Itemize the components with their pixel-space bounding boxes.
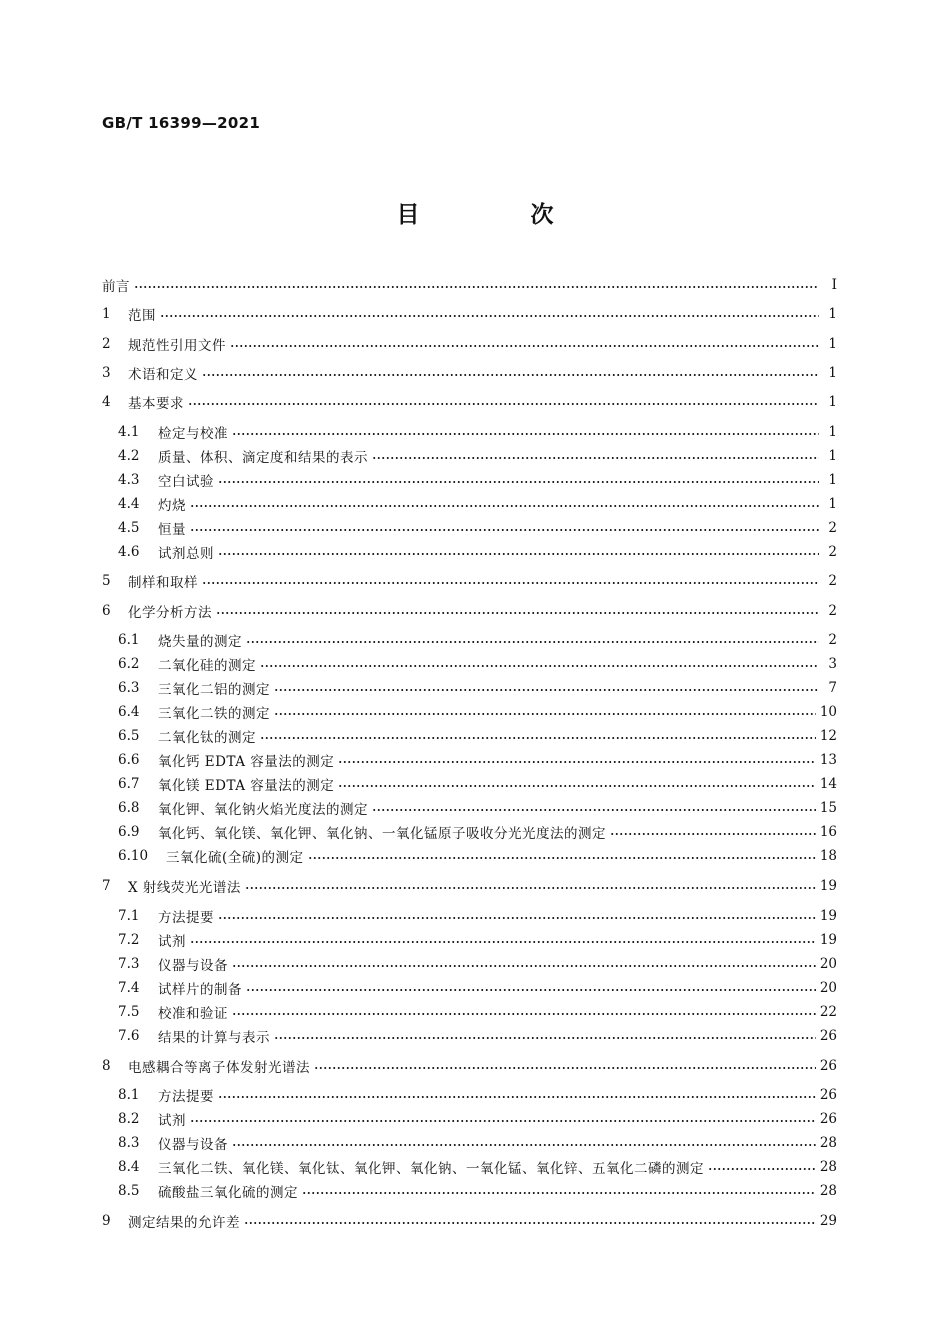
toc-entry-page: 1 — [828, 336, 837, 352]
toc-entry[interactable] — [118, 421, 837, 443]
toc-entry-page: 12 — [819, 728, 837, 744]
toc-entry-page: 26 — [819, 1028, 837, 1044]
toc-entry-number: 7.3 — [118, 956, 140, 972]
toc-entry[interactable] — [118, 1025, 837, 1047]
dot-leader — [245, 875, 816, 897]
dot-leader — [338, 749, 816, 771]
page-title: 目 次 — [396, 201, 598, 228]
toc-entry-label: 恒量 — [158, 522, 186, 538]
toc-entry-label: 氧化镁 EDTA 容量法的测定 — [158, 778, 335, 794]
dot-leader — [218, 469, 819, 491]
toc-entry-page: 1 — [828, 448, 837, 464]
dot-leader — [230, 333, 819, 355]
dot-leader — [274, 1025, 816, 1047]
dot-leader — [232, 1132, 816, 1154]
toc-entry[interactable] — [118, 629, 837, 651]
toc-entry[interactable] — [118, 977, 837, 999]
dot-leader — [274, 701, 816, 723]
toc-entry-page: 13 — [819, 752, 837, 768]
toc-entry[interactable] — [118, 953, 837, 975]
dot-leader — [314, 1055, 816, 1077]
dot-leader — [190, 1108, 816, 1130]
toc-entry[interactable] — [118, 1084, 837, 1106]
toc-entry-number: 7.4 — [118, 980, 140, 996]
toc-entry-page: 2 — [828, 544, 837, 560]
dot-leader — [610, 821, 816, 843]
toc-entry-number: 6.3 — [118, 680, 140, 696]
toc-entry-number: 5 — [102, 573, 111, 589]
toc-entry[interactable] — [102, 1055, 837, 1077]
toc-entry-label: 三氧化二铁、氧化镁、氧化钛、氧化钾、氧化钠、一氧化锰、氧化锌、五氧化二磷的测定 — [158, 1161, 704, 1177]
toc-entry-number: 4.1 — [118, 424, 140, 440]
dot-leader — [708, 1156, 816, 1178]
toc-entry[interactable] — [118, 701, 837, 723]
toc-entry-page: 2 — [828, 520, 837, 536]
toc-entry[interactable] — [118, 445, 837, 467]
toc-entry[interactable] — [118, 653, 837, 675]
toc-entry-label: 空白试验 — [158, 474, 214, 490]
dot-leader — [134, 274, 819, 296]
toc-entry-label: 校准和验证 — [158, 1006, 228, 1022]
toc-entry-page: 1 — [828, 394, 837, 410]
toc-entry-page: 28 — [819, 1183, 837, 1199]
toc-entry-page: 22 — [819, 1004, 837, 1020]
toc-entry-page: 29 — [819, 1213, 837, 1229]
toc-entry-label: 质量、体积、滴定度和结果的表示 — [158, 450, 368, 466]
toc-entry-number: 6.2 — [118, 656, 140, 672]
toc-entry-number: 7.6 — [118, 1028, 140, 1044]
toc-entry-label: 二氧化硅的测定 — [158, 658, 256, 674]
toc-entry-label: 制样和取样 — [128, 575, 198, 591]
toc-entry-number: 8.3 — [118, 1135, 140, 1151]
dot-leader — [338, 773, 816, 795]
dot-leader — [190, 493, 819, 515]
dot-leader — [216, 600, 819, 622]
toc-entry-page: 14 — [819, 776, 837, 792]
toc-entry[interactable] — [118, 749, 837, 771]
dot-leader — [372, 797, 816, 819]
toc-entry-number: 7 — [102, 878, 111, 894]
toc-entry-number: 4.4 — [118, 496, 140, 512]
toc-entry-label: 仪器与设备 — [158, 1137, 228, 1153]
dot-leader — [232, 1001, 816, 1023]
toc-entry-number: 6.4 — [118, 704, 140, 720]
toc-entry-number: 6.10 — [118, 848, 149, 864]
toc-entry-page: 19 — [819, 932, 837, 948]
toc-entry-label: 范围 — [128, 308, 156, 324]
toc-entry[interactable] — [102, 875, 837, 897]
toc-entry-number: 8.5 — [118, 1183, 140, 1199]
standard-code: GB/T 16399—2021 — [102, 114, 261, 132]
toc-entry-label: 结果的计算与表示 — [158, 1030, 270, 1046]
toc-entry-number: 7.2 — [118, 932, 140, 948]
toc-entry-page: 26 — [819, 1087, 837, 1103]
toc-entry[interactable] — [102, 274, 837, 296]
toc-entry-label: 氧化钙 EDTA 容量法的测定 — [158, 754, 335, 770]
toc-entry[interactable] — [102, 303, 837, 325]
toc-entry-page: 1 — [828, 365, 837, 381]
toc-entry[interactable] — [118, 929, 837, 951]
toc-entry-page: 26 — [819, 1111, 837, 1127]
dot-leader — [232, 421, 819, 443]
toc-entry-label: 试剂 — [158, 1113, 186, 1129]
dot-leader — [218, 905, 816, 927]
toc-entry-label: 试样片的制备 — [158, 982, 242, 998]
dot-leader — [232, 953, 816, 975]
toc-entry-number: 4.3 — [118, 472, 140, 488]
toc-entry-page: 1 — [828, 424, 837, 440]
toc-entry-label: 基本要求 — [128, 396, 184, 412]
dot-leader — [274, 677, 819, 699]
toc-entry[interactable] — [118, 541, 837, 563]
toc-entry-number: 8 — [102, 1058, 111, 1074]
toc-entry[interactable] — [102, 600, 837, 622]
toc-entry[interactable] — [102, 362, 837, 384]
toc-entry[interactable] — [102, 1210, 837, 1232]
dot-leader — [372, 445, 819, 467]
dot-leader — [246, 977, 816, 999]
toc-entry-number: 6.7 — [118, 776, 140, 792]
toc-entry-label: 烧失量的测定 — [158, 634, 242, 650]
toc-entry[interactable] — [118, 773, 837, 795]
toc-entry[interactable] — [118, 469, 837, 491]
toc-entry[interactable] — [118, 1156, 837, 1178]
toc-entry-page: 2 — [828, 632, 837, 648]
toc-entry[interactable] — [102, 391, 837, 413]
toc-entry-page: 20 — [819, 980, 837, 996]
dot-leader — [218, 1084, 816, 1106]
toc-entry-label: 氧化钾、氧化钠火焰光度法的测定 — [158, 802, 368, 818]
toc-entry-page: 19 — [819, 878, 837, 894]
toc-entry-number: 9 — [102, 1213, 111, 1229]
toc-entry-page: 26 — [819, 1058, 837, 1074]
toc-entry-label: 三氧化二铁的测定 — [158, 706, 270, 722]
dot-leader — [190, 517, 819, 539]
dot-leader — [202, 570, 819, 592]
toc-entry[interactable] — [118, 517, 837, 539]
toc-entry-number: 6.5 — [118, 728, 140, 744]
toc-entry-page: 16 — [819, 824, 837, 840]
toc-entry-label: 二氧化钛的测定 — [158, 730, 256, 746]
toc-entry-page: 28 — [819, 1135, 837, 1151]
toc-entry-label: 方法提要 — [158, 1089, 214, 1105]
toc-entry-page: 18 — [819, 848, 837, 864]
toc-entry-number: 3 — [102, 365, 111, 381]
toc-entry-number: 8.4 — [118, 1159, 140, 1175]
toc-entry-number: 6.8 — [118, 800, 140, 816]
toc-entry[interactable] — [118, 821, 837, 843]
toc-entry-number: 1 — [102, 306, 111, 322]
toc-entry[interactable] — [102, 333, 837, 355]
toc-entry-number: 4.2 — [118, 448, 140, 464]
toc-entry-page: 3 — [828, 656, 837, 672]
toc-entry-number: 4 — [102, 394, 111, 410]
toc-entry-number: 8.1 — [118, 1087, 140, 1103]
dot-leader — [260, 725, 816, 747]
toc-entry[interactable] — [118, 905, 837, 927]
toc-entry-page: 10 — [819, 704, 837, 720]
toc-entry-page: 1 — [828, 472, 837, 488]
toc-entry-label: 试剂 — [158, 934, 186, 950]
toc-entry-label: 三氧化二铝的测定 — [158, 682, 270, 698]
toc-entry-label: 方法提要 — [158, 910, 214, 926]
toc-entry[interactable] — [118, 493, 837, 515]
toc-entry-page: 15 — [819, 800, 837, 816]
toc-entry-label: 规范性引用文件 — [128, 338, 226, 354]
toc-entry[interactable] — [102, 570, 837, 592]
dot-leader — [188, 391, 819, 413]
toc-entry[interactable] — [118, 845, 837, 867]
toc-entry-page: 2 — [828, 603, 837, 619]
toc-entry-page: 2 — [828, 573, 837, 589]
toc-entry-page: 7 — [828, 680, 837, 696]
toc-entry-page: Ⅰ — [831, 277, 837, 293]
dot-leader — [218, 541, 819, 563]
toc-entry-label: 测定结果的允许差 — [128, 1215, 240, 1231]
dot-leader — [244, 1210, 816, 1232]
toc-entry-label: X 射线荧光光谱法 — [128, 880, 241, 896]
dot-leader — [202, 362, 819, 384]
toc-entry-label: 三氧化硫(全硫)的测定 — [166, 850, 304, 866]
dot-leader — [308, 845, 816, 867]
toc-entry-number: 6.1 — [118, 632, 140, 648]
toc-entry-number: 7.5 — [118, 1004, 140, 1020]
toc-entry-label: 化学分析方法 — [128, 605, 212, 621]
toc-entry-label: 灼烧 — [158, 498, 186, 514]
toc-entry[interactable] — [118, 725, 837, 747]
toc-entry-label: 电感耦合等离子体发射光谱法 — [128, 1060, 310, 1076]
toc-entry-label: 仪器与设备 — [158, 958, 228, 974]
toc-entry-page: 20 — [819, 956, 837, 972]
toc-entry-number: 6.9 — [118, 824, 140, 840]
toc-entry-page: 1 — [828, 306, 837, 322]
dot-leader — [260, 653, 819, 675]
toc-entry-number: 2 — [102, 336, 111, 352]
toc-entry-page: 19 — [819, 908, 837, 924]
dot-leader — [190, 929, 816, 951]
toc-entry[interactable] — [118, 677, 837, 699]
toc-entry-number: 4.6 — [118, 544, 140, 560]
toc-entry[interactable] — [118, 1132, 837, 1154]
toc-entry-label: 前言 — [102, 279, 130, 295]
toc-entry-label: 硫酸盐三氧化硫的测定 — [158, 1185, 298, 1201]
toc-entry[interactable] — [118, 1180, 837, 1202]
dot-leader — [160, 303, 819, 325]
toc-entry-label: 检定与校准 — [158, 426, 228, 442]
toc-entry[interactable] — [118, 1108, 837, 1130]
toc-entry-label: 氧化钙、氧化镁、氧化钾、氧化钠、一氧化锰原子吸收分光光度法的测定 — [158, 826, 606, 842]
toc-entry[interactable] — [118, 797, 837, 819]
toc-entry-number: 6.6 — [118, 752, 140, 768]
toc-entry-page: 1 — [828, 496, 837, 512]
toc-entry-number: 8.2 — [118, 1111, 140, 1127]
toc-entry-number: 4.5 — [118, 520, 140, 536]
toc-entry[interactable] — [118, 1001, 837, 1023]
toc-entry-number: 7.1 — [118, 908, 140, 924]
dot-leader — [246, 629, 819, 651]
toc-entry-label: 术语和定义 — [128, 367, 198, 383]
toc-entry-number: 6 — [102, 603, 111, 619]
dot-leader — [302, 1180, 816, 1202]
toc-entry-page: 28 — [819, 1159, 837, 1175]
toc-entry-label: 试剂总则 — [158, 546, 214, 562]
